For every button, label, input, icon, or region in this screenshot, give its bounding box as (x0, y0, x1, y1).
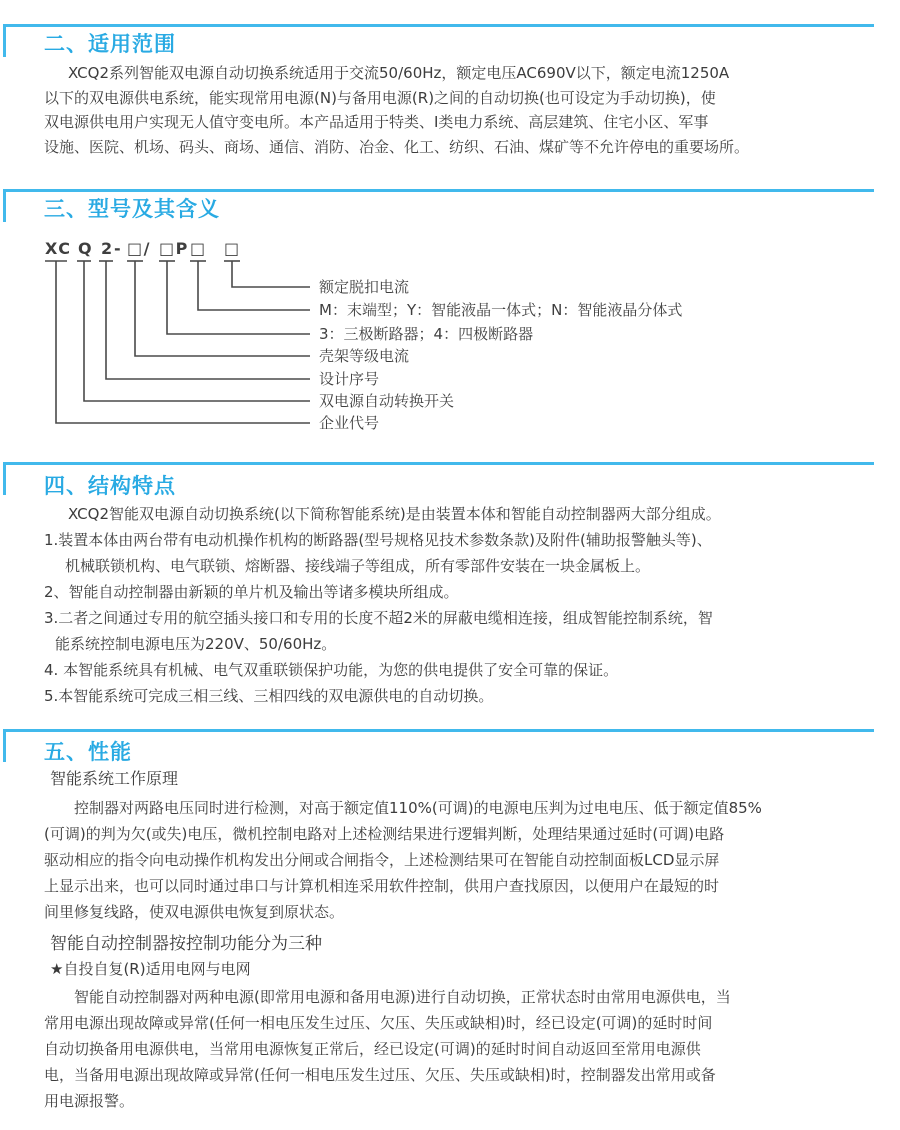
model-code-symbol: Q (78, 239, 94, 258)
body-line: 能系统控制电源电压为220V、50/60Hz。 (55, 635, 337, 653)
body-line: 常用电源出现故障或异常(任何一相电压发生过压、欠压、失压或缺相)时，经已设定(可调)的延时时间 (44, 1014, 713, 1032)
section-structure-left-bar (3, 462, 6, 495)
section-performance-top-rule (3, 729, 874, 732)
body-line: XCQ2智能双电源自动切换系统(以下简称智能系统)是由装置本体和智能自动控制器两大部分组成。 (68, 505, 721, 523)
model-designation-diagram (0, 228, 900, 443)
model-label: M：末端型；Y：智能液晶一体式；N：智能液晶分体式 (319, 301, 683, 319)
connector-line (56, 261, 310, 423)
controller-types-heading: 智能自动控制器按控制功能分为三种 (50, 934, 322, 954)
model-label: 3：三极断路器；4：四极断路器 (319, 325, 534, 343)
principle-heading: 智能系统工作原理 (50, 769, 179, 788)
body-line: (可调)的判为欠(或失)电压，微机控制电路对上述检测结果进行逻辑判断，处理结果通过延时(可调)电路 (44, 825, 725, 843)
connector-line (167, 261, 310, 334)
body-line: 设施、医院、机场、码头、商场、通信、消防、冶金、化工、纺织、石油、煤矿等不允许停电的重要场所。 (44, 137, 750, 156)
body-line: 间里修复线路，使双电源供电恢复到原状态。 (44, 903, 345, 921)
body-line: 2、智能自动控制器由新颖的单片机及输出等诸多模块所组成。 (44, 583, 459, 601)
section-scope-top-rule (3, 24, 874, 27)
body-line: 自动切换备用电源供电，当常用电源恢复正常后，经已设定(可调)的延时时间自动返回至常用电源供 (44, 1040, 701, 1058)
model-label: 企业代号 (319, 414, 380, 432)
body-line: 4. 本智能系统具有机械、电气双重联锁保护功能，为您的供电提供了安全可靠的保证。 (44, 661, 619, 679)
model-code-symbol: □ (224, 239, 241, 258)
body-line: 以下的双电源供电系统，能实现常用电源(N)与备用电源(R)之间的自动切换(也可设定为手动切换)，使 (44, 88, 716, 107)
type1-heading: ★自投自复(R)适用电网与电网 (50, 960, 251, 978)
connector-line (198, 261, 310, 310)
body-line: 1.装置本体由两台带有电动机操作机构的断路器(型号规格见技术参数条款)及附件(辅助报警触头等)、 (44, 531, 712, 549)
section-scope-left-bar (3, 24, 6, 57)
body-line: 上显示出来，也可以同时通过串口与计算机相连采用软件控制，供用户查找原因，以便用户在最短的时 (44, 877, 720, 895)
section-structure-top-rule (3, 462, 874, 465)
connector-line (106, 261, 310, 379)
body-line: 3.二者之间通过专用的航空插头接口和专用的长度不超2米的屏蔽电缆相连接，组成智能控制系统，智 (44, 609, 713, 627)
connector-line (232, 261, 310, 287)
section-performance-left-bar (3, 729, 6, 762)
body-line: 5.本智能系统可完成三相三线、三相四线的双电源供电的自动切换。 (44, 687, 494, 705)
section-model-left-bar (3, 189, 6, 222)
section-model-top-rule (3, 189, 874, 192)
body-line: 双电源供电用户实现无人值守变电所。本产品适用于特类、I类电力系统、高层建筑、住宅小区、军事 (44, 113, 709, 131)
model-code-symbol: - (114, 239, 123, 258)
principle-paragraph (44, 795, 762, 925)
body-line: 智能自动控制器对两种电源(即常用电源和备用电源)进行自动切换，正常状态时由常用电源供电，当 (74, 988, 731, 1006)
section-scope-body (44, 61, 749, 159)
model-code-symbol: □ (190, 239, 207, 258)
section-model-title: 三、型号及其含义 (44, 197, 220, 221)
section-structure-title: 四、结构特点 (44, 474, 176, 498)
body-line: 用电源报警。 (44, 1092, 135, 1110)
section-performance-title: 五、性能 (44, 740, 132, 764)
body-line: XCQ2系列智能双电源自动切换系统适用于交流50/60Hz，额定电压AC690V以下，额定电流1250A (68, 64, 730, 82)
model-label: 额定脱扣电流 (319, 278, 410, 296)
model-code-symbol: □/ (127, 239, 151, 258)
section-structure-body (44, 501, 721, 709)
model-label: 双电源自动转换开关 (319, 392, 455, 410)
type1-paragraph (44, 984, 731, 1114)
body-line: 电，当备用电源出现故障或异常(任何一相电压发生过压、欠压、失压或缺相)时，控制器发出常用或备 (44, 1066, 716, 1084)
body-line: 控制器对两路电压同时进行检测，对高于额定值110%(可调)的电源电压判为过电电压、低于额定值85% (74, 799, 762, 817)
model-code-symbol: □P (159, 239, 189, 258)
model-label: 壳架等级电流 (319, 347, 410, 365)
model-code-symbol: XC (45, 239, 72, 258)
body-line: 机械联锁机构、电气联锁、熔断器、接线端子等组成，所有零部件安装在一块金属板上。 (65, 557, 651, 575)
model-label: 设计序号 (319, 370, 380, 388)
body-line: 驱动相应的指令向电动操作机构发出分闸或合闸指令，上述检测结果可在智能自动控制面板LCD显示屏 (44, 851, 720, 869)
connector-line (84, 261, 310, 401)
connector-line (135, 261, 310, 356)
section-scope-title: 二、适用范围 (44, 32, 176, 56)
model-code-symbol: 2 (101, 239, 114, 258)
